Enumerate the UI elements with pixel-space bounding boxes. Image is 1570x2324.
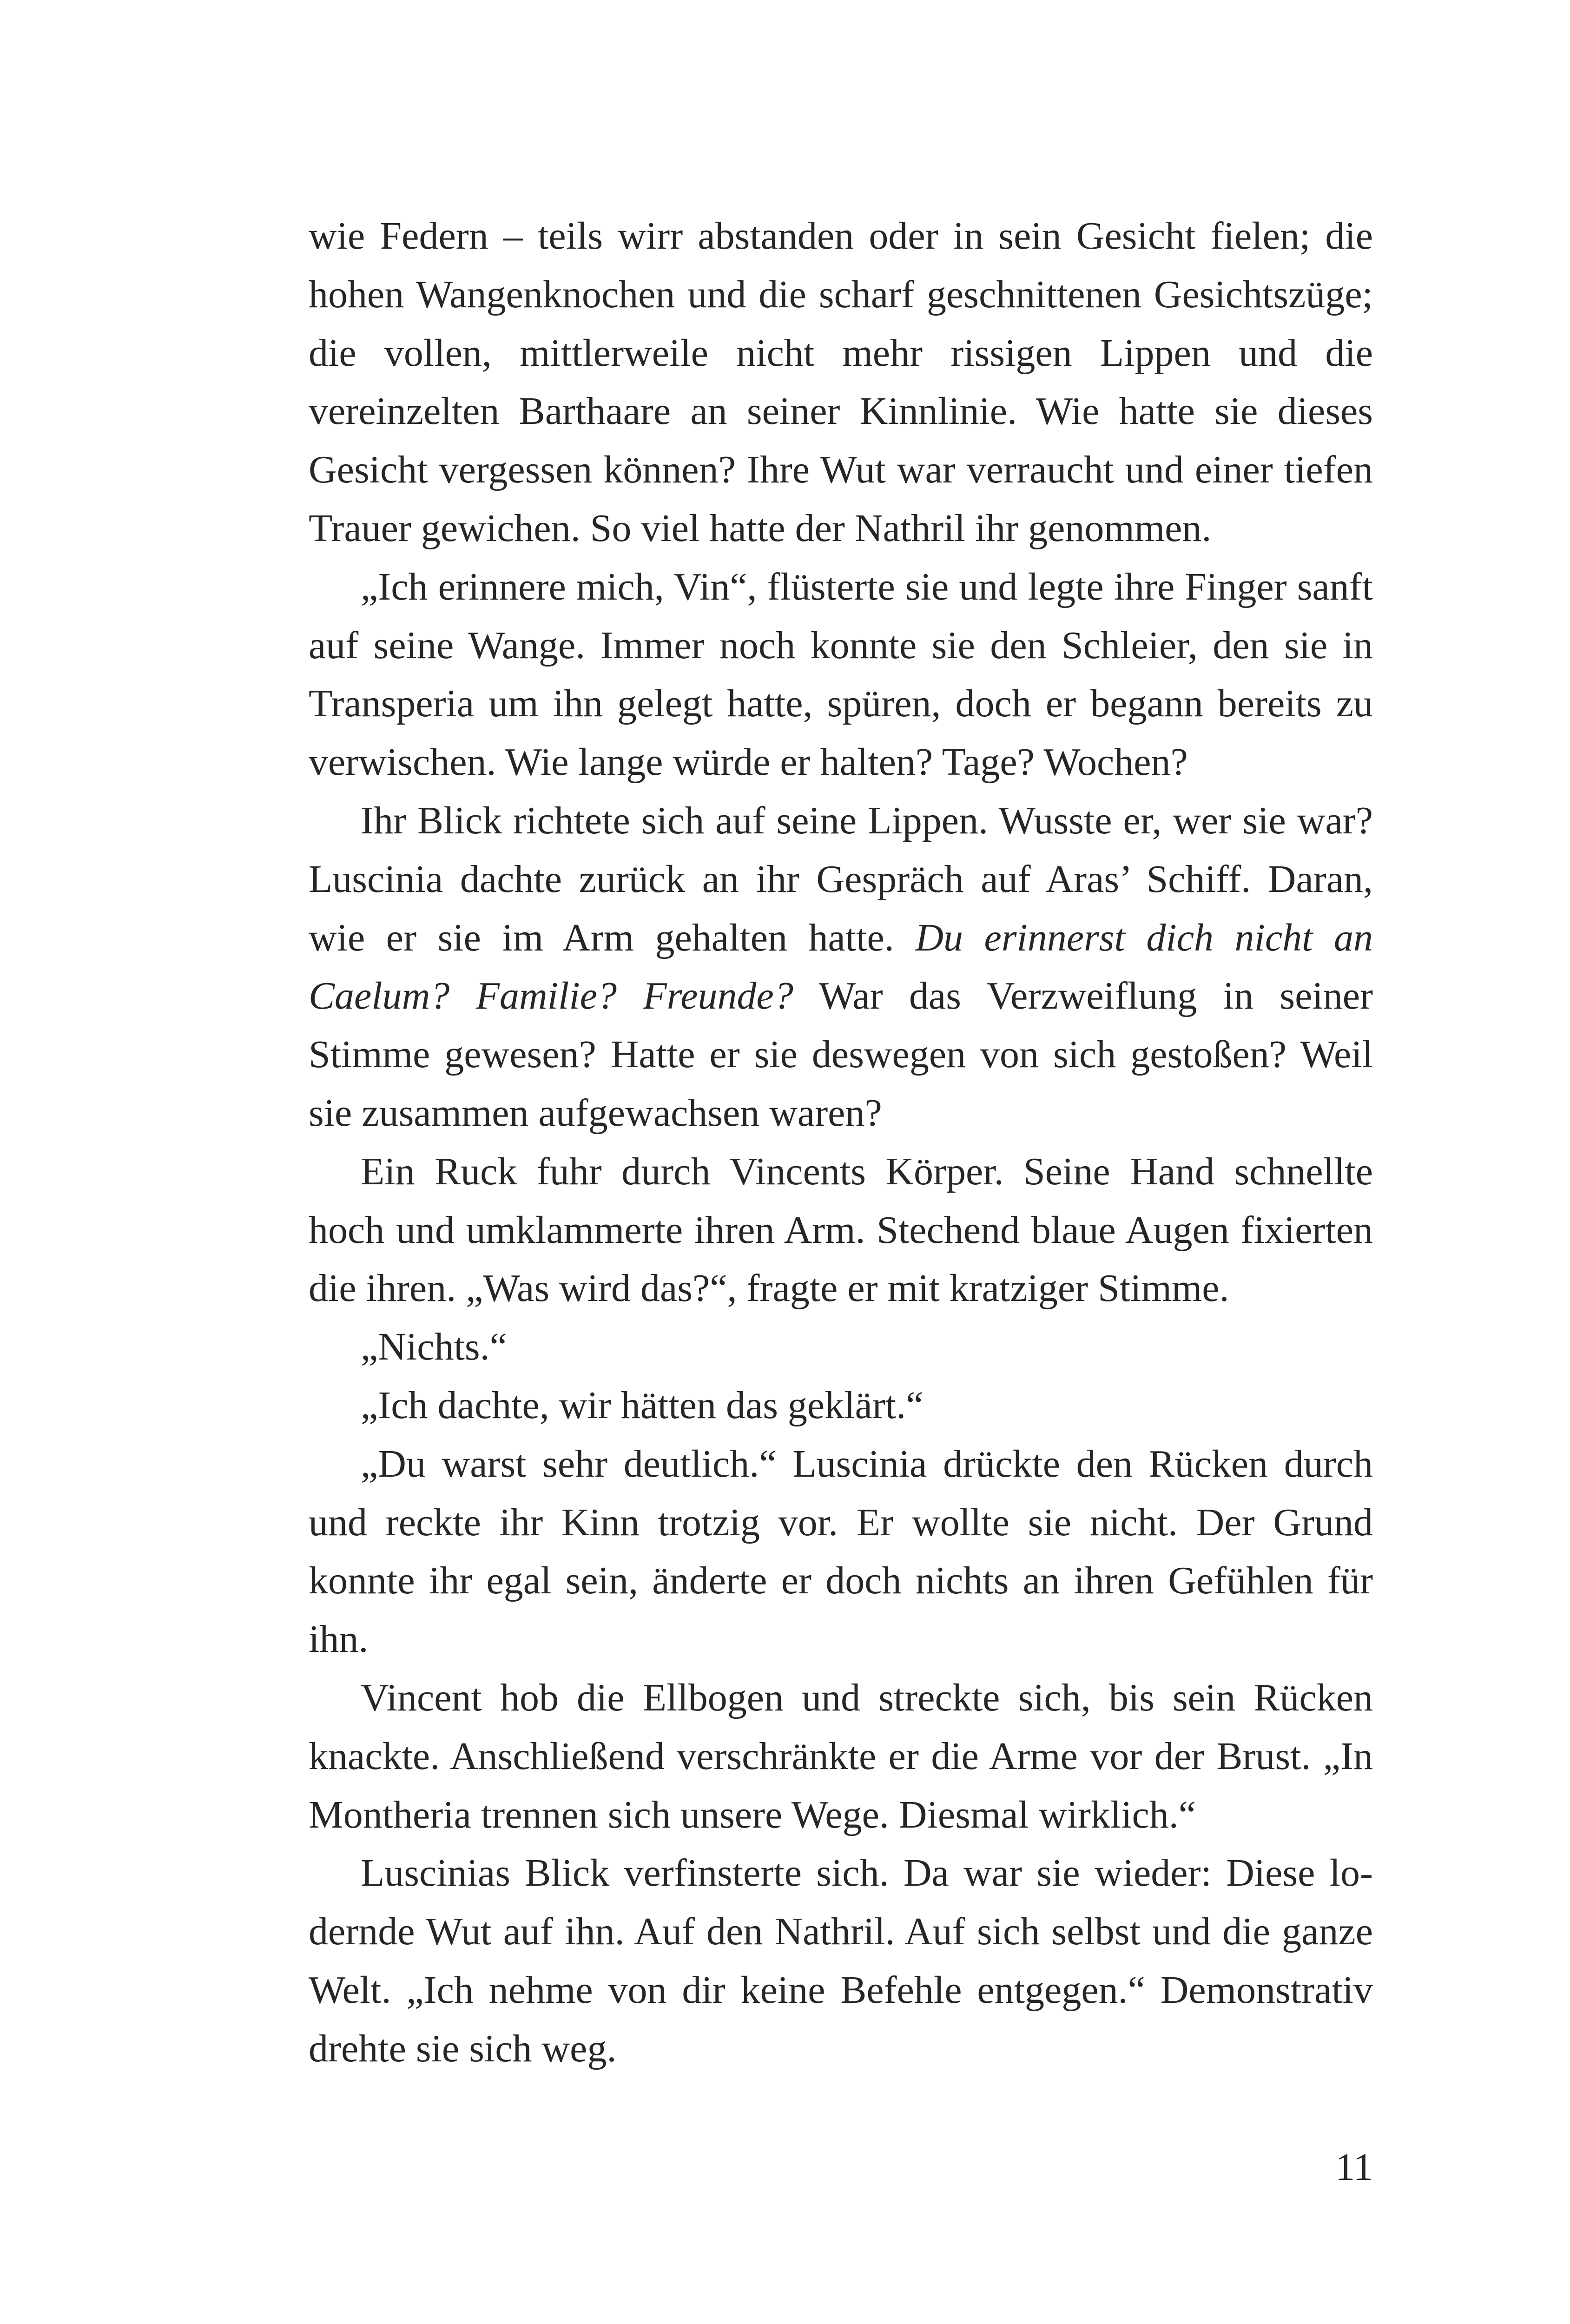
text-run: Vincent hob die Ellbogen und streckte sich, bis sein Rücken knackte. Anschließend verschränkte er die Arme vor der Brust. „In Montheria trennen sich unsere Wege. Diesmal wirklich.“ xyxy=(309,1676,1373,1836)
paragraph-1 xyxy=(309,207,1373,558)
paragraph-5 xyxy=(309,1318,1373,1376)
paragraph-3 xyxy=(309,792,1373,1142)
page-number: 11 xyxy=(1335,2146,1373,2189)
italic-text-run: Du erinnerst dich nicht an Caelum? Familie? Freunde? xyxy=(309,916,1373,1018)
text-run: „Nichts.“ xyxy=(361,1325,507,1369)
paragraph-2 xyxy=(309,558,1373,792)
text-run: „Ich dachte, wir hätten das geklärt.“ xyxy=(361,1383,924,1427)
paragraph-4 xyxy=(309,1142,1373,1318)
paragraph-8 xyxy=(309,1669,1373,1844)
text-run: „Ich erinnere mich, Vin“, flüsterte sie und legte ihre Finger sanft auf seine Wange. Immer noch konnte sie den Schleier, den sie in Transperia um ihn gelegt hatte, spüren, doch er begann bereits zu verwischen. Wie lange würde er halten? Tage? Wochen? xyxy=(309,565,1373,784)
body-text xyxy=(309,207,1373,2078)
text-run: War das Verzweiflung in seiner Stimme gewesen? Hatte er sie deswegen von sich gestoßen? Weil sie zusammen aufgewachsen waren? xyxy=(309,974,1373,1135)
paragraph-9 xyxy=(309,1844,1373,2078)
text-run: Ein Ruck fuhr durch Vincents Körper. Seine Hand schnellte hoch und umklammerte ihren Arm. Stechend blaue Augen fixierten die ihren. „Was wird das?“, fragte er mit kratziger Stimme. xyxy=(309,1149,1373,1310)
text-run: „Du warst sehr deutlich.“ Luscinia drückte den Rücken durch und reckte ihr Kinn trotzig vor. Er wollte sie nicht. Der Grund konnte ihr egal sein, änderte er doch nichts an ihren Gefühlen für ihn. xyxy=(309,1442,1373,1661)
text-run: Ihr Blick richtete sich auf seine Lippen. Wusste er, wer sie war? Luscinia dachte zurück an ihr Gespräch auf Aras’ Schiff. Daran, wie er sie im Arm gehalten hatte. xyxy=(309,799,1373,959)
text-run: wie Federn – teils wirr abstanden oder in sein Gesicht fielen; die hohen Wangenknochen und die scharf geschnittenen Gesichtszüge; die vollen, mittlerweile nicht mehr rissigen Lippen und die vereinzelten Barthaare an seiner Kinnlinie. Wie hatte sie dieses Gesicht vergessen können? Ihre Wut war verraucht und einer tiefen Trauer gewichen. So viel hatte der Nathril ihr genommen. xyxy=(309,214,1373,550)
text-run: Luscinias Blick verfinsterte sich. Da war sie wieder: Diese lodernde Wut auf ihn. Auf den Nathril. Auf sich selbst und die ganze Welt. „Ich nehme von dir keine Befehle entgegen.“ Demonstrativ drehte sie sich weg. xyxy=(309,1851,1373,2070)
paragraph-6 xyxy=(309,1376,1373,1435)
paragraph-7 xyxy=(309,1435,1373,1669)
